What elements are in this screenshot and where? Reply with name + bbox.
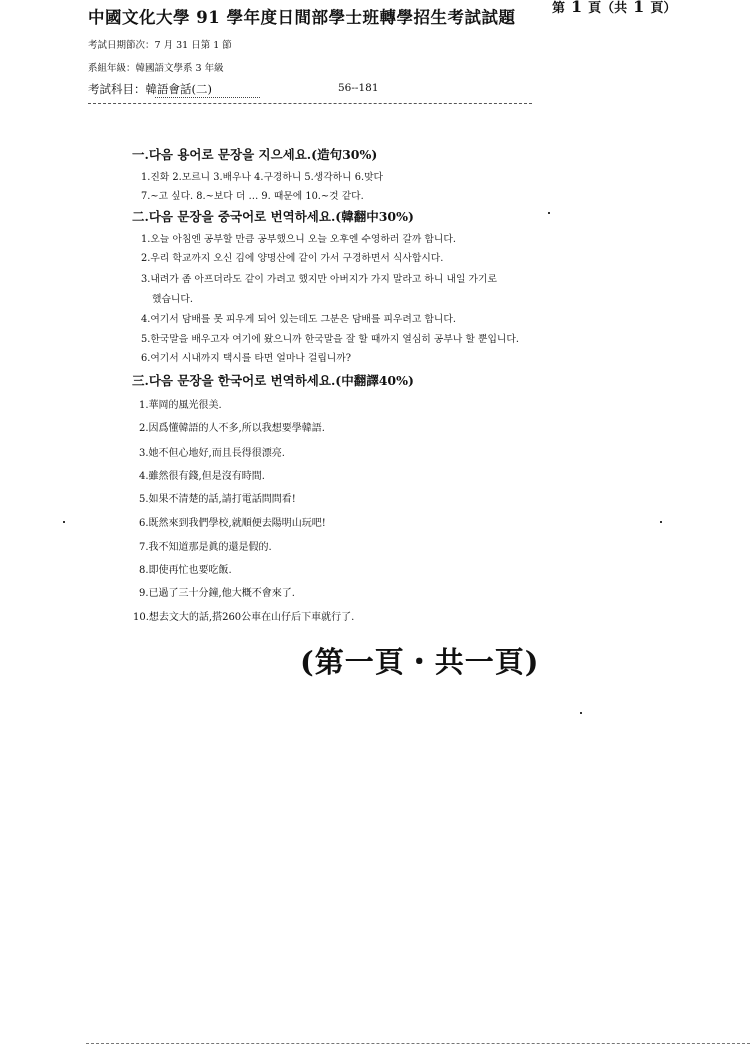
section-2-line-continued: 했습니다. (152, 294, 193, 305)
department: 系組年級：韓國語文學系 3 年級 (88, 63, 224, 74)
section-3-line: 2.因爲懂韓語的人不多,所以我想要學韓語. (139, 423, 325, 434)
page-suffix: 頁） (650, 1, 677, 16)
section-2-line: 5.한국말을 배우고자 여기에 왔으니까 한국말을 잘 할 때까지 열심히 공부나 할 뿐입니다. (141, 334, 519, 345)
exam-code: 56--181 (338, 82, 379, 94)
exam-time: 考試日期節次：7 月 31 日第 1 節 (88, 40, 232, 51)
section-3-line: 4.雖然很有錢,但是沒有時間. (139, 471, 265, 482)
section-1-heading: 一.다음 용어로 문장을 지으세요.(造句30%) (132, 147, 378, 162)
bottom-divider (86, 1043, 750, 1044)
page-indicator (552, 0, 676, 16)
subject-underline (155, 97, 260, 98)
page-prefix: 第 (552, 1, 566, 16)
section-3-heading: 三.다음 문장을 한국어로 번역하세요.(中翻譯40%) (132, 373, 414, 388)
scan-speck (548, 212, 550, 214)
section-3-line: 5.如果不清楚的話,請打電話問問看! (139, 494, 296, 505)
section-1-line: 7.~고 싶다. 8.~보다 더 … 9. 때문에 10.~것 같다. (141, 191, 364, 202)
page-current: 1 (571, 0, 583, 16)
header-divider (88, 103, 532, 104)
section-2-line: 1.오늘 아침엔 공부할 만큼 공부했으니 오늘 오후엔 수영하러 갈까 합니다. (141, 234, 456, 245)
page-footer: (第一頁・共一頁) (300, 645, 540, 679)
section-2-heading: 二.다음 문장을 중국어로 번역하세요.(韓翻中30%) (132, 209, 414, 224)
scan-speck (660, 521, 662, 523)
section-2-line: 2.우리 학교까지 오신 김에 양명산에 같이 가서 구경하면서 식사합시다. (141, 253, 444, 264)
section-3-line: 9.已過了三十分鐘,他大概不會來了. (139, 588, 295, 599)
page-middle: 頁（共 (588, 1, 628, 16)
section-3-line: 1.華岡的風光很美. (139, 400, 222, 411)
section-1-line: 1.진화 2.모르니 3.배우나 4.구경하니 5.생각하니 6.맞다 (141, 172, 384, 183)
section-3-line: 7.我不知道那是眞的還是假的. (139, 542, 272, 553)
section-3-line: 3.她不但心地好,而且長得很漂亮. (139, 448, 285, 459)
section-2-line: 3.내려가 좀 아프더라도 같이 가려고 했지만 아버지가 가지 말라고 하니 내일 가기로 (141, 274, 497, 285)
section-3-line: 8.即使再忙也要吃飯. (139, 565, 232, 576)
section-3-line: 10.想去文大的話,搭260公車在山仔后下車就行了. (133, 612, 355, 623)
exam-subject: 考試科目：韓語會話(二) (88, 82, 212, 96)
section-2-line: 6.여기서 시내까지 택시를 타면 얼마나 걸립니까? (141, 353, 351, 364)
section-3-line: 6.既然來到我們學校,就順便去陽明山玩吧! (139, 518, 326, 529)
scan-speck (580, 712, 582, 714)
section-2-line: 4.여기서 담배를 못 피우게 되어 있는데도 그분은 담배를 피우려고 합니다. (141, 314, 456, 325)
exam-title: 中國文化大學 91 學年度日間部學士班轉學招生考試試題 (88, 8, 516, 27)
scan-speck (63, 521, 65, 523)
page-total: 1 (633, 0, 645, 16)
